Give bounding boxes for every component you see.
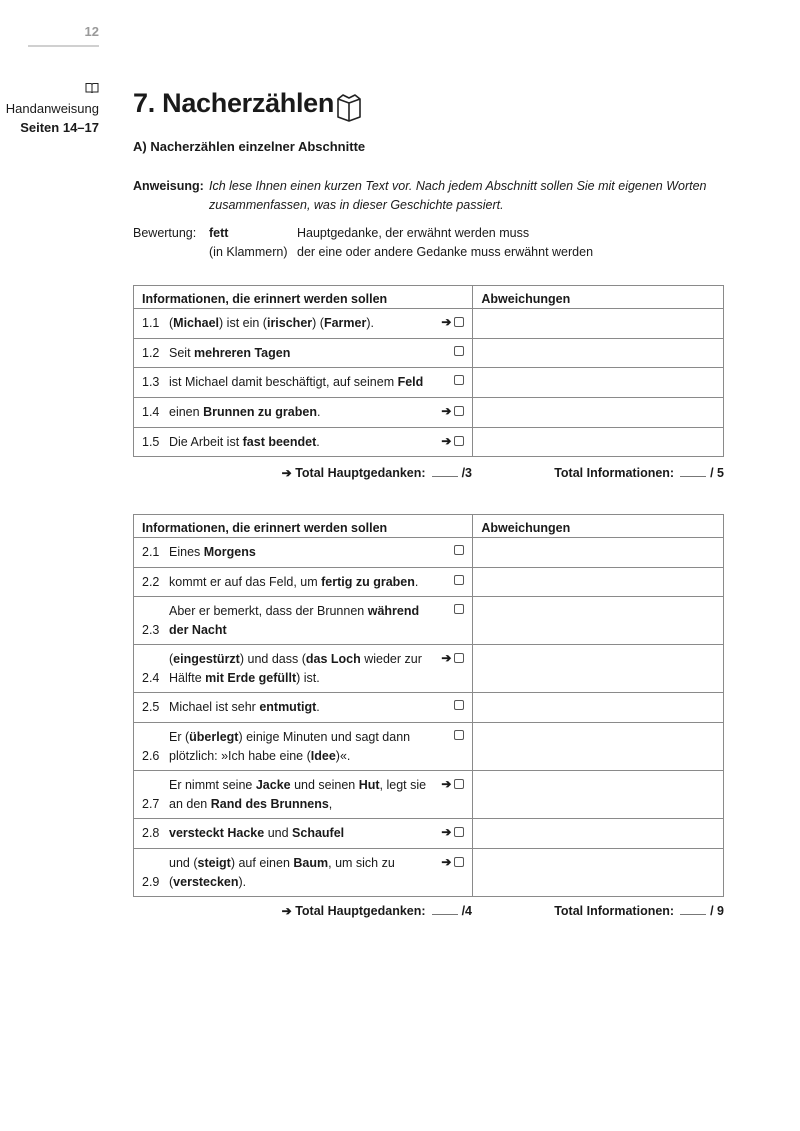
total-main-ideas — [282, 902, 472, 918]
deviation-cell[interactable] — [473, 567, 724, 597]
total-main-max: /4 — [461, 904, 472, 918]
key-phrase: entmutigt — [259, 700, 317, 715]
check-mark-area — [441, 778, 464, 790]
check-mark-area — [441, 435, 464, 447]
text-run: Er nimmt seine — [169, 778, 256, 793]
deviation-cell[interactable] — [473, 368, 724, 398]
table-row — [134, 567, 724, 597]
deviation-cell[interactable] — [473, 338, 724, 368]
key-phrase: Feld — [397, 375, 424, 390]
key-phrase: eingestürzt — [173, 652, 240, 667]
column-header-information: Informationen, die erinnert werden sollen — [142, 521, 388, 535]
checkbox[interactable] — [454, 317, 464, 327]
total-main-ideas — [282, 464, 472, 480]
item-number: 2.7 — [142, 797, 160, 812]
item-number: 2.3 — [142, 623, 160, 638]
checkbox[interactable] — [454, 346, 464, 356]
key-phrase: irischer — [266, 316, 313, 330]
table-row — [134, 427, 724, 457]
deviation-cell[interactable] — [473, 645, 724, 693]
table-row — [134, 848, 724, 896]
text-run: )«. — [335, 749, 351, 764]
rating-bold-key: fett — [209, 226, 229, 240]
table-row — [134, 398, 724, 428]
item-number: 2.6 — [142, 749, 160, 764]
rating-label: Bewertung: — [133, 226, 197, 240]
item-text-line — [169, 875, 246, 889]
key-phrase: überlegt — [189, 730, 239, 745]
item-number: 1.2 — [142, 345, 160, 360]
check-mark-area — [454, 545, 464, 555]
key-phrase: Rand des Brunnens — [210, 797, 329, 812]
table-row — [134, 723, 724, 771]
table-row — [134, 338, 724, 368]
item-text-line — [169, 826, 344, 840]
text-run: an den — [169, 797, 211, 812]
text-run: ) und dass ( — [239, 652, 306, 667]
rating-paren-key: (in Klammern) — [209, 245, 288, 259]
text-run: , legt sie — [379, 778, 427, 793]
check-mark-area — [454, 375, 464, 385]
text-run: plötzlich: »Ich habe eine ( — [169, 749, 311, 764]
check-mark-area — [441, 856, 464, 868]
deviation-cell[interactable] — [473, 819, 724, 849]
item-text-line — [169, 545, 256, 559]
text-run: Er ( — [169, 730, 190, 745]
item-number: 1.3 — [142, 375, 160, 390]
item-text-line — [169, 700, 320, 714]
text-run: einen — [169, 405, 204, 420]
instruction-label: Anweisung: — [133, 179, 204, 193]
rating-bold-desc: Hauptgedanke, der erwähnt werden muss — [297, 226, 530, 240]
key-phrase: Hut — [358, 778, 380, 793]
item-text-line — [169, 778, 426, 792]
total-info-label: Total Informationen: — [554, 904, 675, 918]
text-run: ) ist. — [296, 671, 320, 686]
totals-section-1 — [133, 464, 724, 482]
item-number: 2.2 — [142, 574, 160, 589]
sidebar-reference — [0, 80, 99, 137]
section-subtitle: A) Nacherzählen einzelner Abschnitte — [133, 139, 366, 154]
arrow-icon: ➔ — [281, 466, 292, 480]
total-information — [554, 464, 724, 480]
rating-paren-desc: der eine oder andere Gedanke muss erwähnt werden — [297, 245, 594, 259]
page-number-rule — [28, 45, 99, 47]
item-number: 2.1 — [142, 545, 160, 559]
text-run: wieder zur — [360, 652, 422, 667]
key-phrase: Farmer — [323, 316, 367, 330]
checkbox[interactable] — [454, 375, 464, 385]
key-phrase: Jacke — [255, 778, 291, 793]
total-main-label: Total Hauptgedanken: — [295, 904, 426, 918]
check-mark-area — [441, 826, 464, 838]
text-run: ) ist ein ( — [219, 316, 267, 330]
key-phrase: Schaufel — [292, 826, 345, 841]
text-run: . — [316, 700, 320, 715]
item-text-line — [169, 346, 290, 360]
deviation-cell[interactable] — [473, 848, 724, 896]
column-header-information: Informationen, die erinnert werden sollen — [142, 292, 388, 306]
text-run: , — [328, 797, 333, 812]
total-info-label: Total Informationen: — [554, 466, 675, 480]
total-info-max: / 9 — [710, 904, 724, 918]
key-phrase: während — [367, 604, 420, 619]
checkbox[interactable] — [454, 545, 464, 555]
key-phrase: verstecken — [173, 874, 239, 889]
deviation-cell[interactable] — [473, 723, 724, 771]
item-number: 1.1 — [142, 316, 160, 330]
arrow-icon: ➔ — [441, 825, 452, 840]
key-phrase: Morgens — [203, 545, 256, 559]
deviation-cell[interactable] — [473, 427, 724, 457]
text-run: . — [316, 434, 320, 449]
text-run: kommt er auf das Feld, um — [169, 574, 322, 589]
table-row — [134, 368, 724, 398]
text-run: und ( — [169, 855, 198, 870]
text-run: Michael ist sehr — [169, 700, 260, 715]
item-text-line — [169, 623, 227, 637]
text-run: und seinen — [290, 778, 359, 793]
total-main-max: /3 — [461, 466, 472, 480]
text-run: ) einige Minuten und sagt dann — [238, 730, 411, 745]
score-blank[interactable] — [432, 464, 458, 477]
key-phrase: mit Erde gefüllt — [205, 671, 297, 686]
item-text-line — [169, 316, 374, 330]
item-text-line — [169, 575, 418, 589]
text-run: ( — [169, 874, 174, 889]
item-text-line — [169, 856, 395, 870]
instruction-text — [209, 177, 729, 215]
deviation-cell[interactable] — [473, 693, 724, 723]
key-phrase: der Nacht — [169, 623, 227, 638]
arrow-icon: ➔ — [441, 404, 452, 419]
key-phrase: versteckt Hacke — [169, 826, 265, 841]
text-run: ) ( — [312, 316, 324, 330]
checkbox[interactable] — [454, 779, 464, 789]
key-phrase: das Loch — [305, 652, 361, 667]
arrow-icon: ➔ — [441, 854, 452, 869]
text-run: . — [414, 574, 419, 589]
checkbox[interactable] — [454, 653, 464, 663]
checkbox[interactable] — [454, 857, 464, 867]
instruction-line-2: zusammenfassen, was in dieser Geschichte passiert. — [209, 198, 504, 212]
arrow-icon: ➔ — [441, 315, 452, 329]
checkbox[interactable] — [454, 436, 464, 446]
deviation-cell[interactable] — [473, 309, 724, 339]
table-section-1 — [133, 285, 724, 457]
score-blank[interactable] — [680, 464, 706, 477]
text-run: Hälfte — [169, 671, 206, 686]
table-row — [134, 771, 724, 819]
key-phrase: Michael — [173, 316, 220, 330]
column-header-deviations: Abweichungen — [481, 521, 571, 535]
item-number: 1.5 — [142, 434, 160, 449]
instruction-line-1: Ich lese Ihnen einen kurzen Text vor. Nach jedem Abschnitt sollen Sie mit eigenen Worten — [209, 179, 707, 193]
key-phrase: Baum — [293, 855, 329, 870]
item-text-line — [169, 405, 320, 419]
check-mark-area — [454, 604, 464, 614]
text-run: Eines — [169, 545, 204, 559]
page-number: 12 — [84, 24, 99, 39]
item-text-line — [169, 797, 332, 811]
checkbox[interactable] — [454, 604, 464, 614]
open-book-icon — [85, 82, 99, 94]
deviation-cell[interactable] — [473, 597, 724, 645]
sidebar-pages: Seiten 14–17 — [20, 120, 99, 135]
item-text-line — [169, 749, 350, 763]
sidebar-label: Handanweisung — [5, 101, 99, 116]
text-run: Aber er bemerkt, dass der Brunnen — [169, 604, 368, 619]
text-run: ) auf einen — [230, 855, 294, 870]
text-run: Die Arbeit ist — [169, 434, 243, 449]
total-info-max: / 5 — [710, 466, 724, 480]
item-number: 2.9 — [142, 874, 160, 889]
deviation-cell[interactable] — [473, 771, 724, 819]
arrow-icon: ➔ — [441, 777, 452, 792]
key-phrase: Idee — [310, 749, 336, 764]
deviation-cell[interactable] — [473, 538, 724, 568]
item-text-line — [169, 730, 410, 744]
section-title: 7. Nacherzählen — [133, 88, 335, 118]
table-row — [134, 309, 724, 339]
key-phrase: steigt — [197, 855, 231, 870]
deviation-cell[interactable] — [473, 398, 724, 428]
text-run: ( — [169, 652, 174, 667]
score-blank[interactable] — [680, 902, 706, 915]
check-mark-area — [454, 575, 464, 585]
check-mark-area — [441, 405, 464, 417]
text-run: ist Michael damit beschäftigt, auf seinem — [169, 375, 398, 390]
checkbox[interactable] — [454, 575, 464, 585]
total-main-label: Total Hauptgedanken: — [295, 466, 426, 480]
item-text-line — [169, 652, 422, 666]
table-row — [134, 693, 724, 723]
item-number: 2.5 — [142, 700, 160, 715]
score-blank[interactable] — [432, 902, 458, 915]
item-text-line — [169, 375, 423, 389]
arrow-icon: ➔ — [441, 433, 452, 448]
text-run: . — [316, 405, 321, 420]
table-row — [134, 538, 724, 568]
item-number: 1.4 — [142, 405, 160, 420]
checkbox[interactable] — [454, 730, 464, 740]
check-mark-area — [454, 346, 464, 356]
check-mark-area — [441, 652, 464, 664]
checkbox[interactable] — [454, 827, 464, 837]
item-text-line — [169, 435, 320, 449]
book-icon — [334, 92, 364, 122]
text-run: ). — [238, 874, 247, 889]
arrow-icon: ➔ — [441, 651, 452, 666]
checkbox[interactable] — [454, 700, 464, 710]
totals-section-2 — [133, 902, 724, 920]
key-phrase: fertig zu graben — [321, 574, 415, 589]
arrow-icon: ➔ — [281, 904, 292, 918]
key-phrase: mehreren Tagen — [194, 345, 291, 360]
check-mark-area — [454, 700, 464, 710]
text-run: Seit — [169, 345, 195, 360]
item-text-line — [169, 671, 320, 685]
total-information — [554, 902, 724, 918]
column-header-deviations: Abweichungen — [481, 292, 571, 306]
table-row — [134, 597, 724, 645]
table-section-2 — [133, 514, 724, 897]
text-run: und — [264, 826, 293, 841]
table-row — [134, 819, 724, 849]
item-number: 2.8 — [142, 826, 160, 841]
item-text-line — [169, 604, 419, 618]
text-run: ). — [366, 316, 374, 330]
item-number: 2.4 — [142, 671, 160, 686]
text-run: ( — [169, 316, 174, 330]
check-mark-area — [454, 730, 464, 740]
table-row — [134, 645, 724, 693]
text-run: , um sich zu — [328, 855, 395, 870]
key-phrase: fast beendet — [242, 434, 317, 449]
key-phrase: Brunnen zu graben — [203, 405, 317, 420]
check-mark-area — [441, 316, 464, 328]
checkbox[interactable] — [454, 406, 464, 416]
